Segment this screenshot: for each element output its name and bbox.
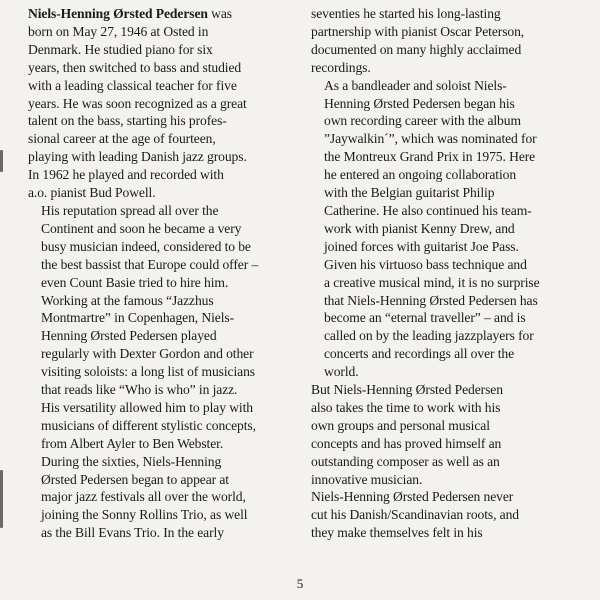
text-line [28,309,300,327]
text-segment: Catherine. He also continued his team- [324,202,532,218]
text-segment: partnership with pianist Oscar Peterson, [311,23,525,39]
text-segment: he entered an ongoing collaboration [324,167,517,183]
text-segment: Working at the famous “Jazzhus [41,292,214,308]
text-line [311,112,587,130]
text-line [311,202,587,220]
text-line [311,41,587,59]
text-segment: Continent and soon he became a very [41,220,242,236]
text-segment: major jazz festivals all over the world, [41,489,246,505]
text-segment: Montmartre” in Copenhagen, Niels- [41,310,234,326]
right-text-column [311,5,587,542]
text-segment: even Count Basie tried to hire him. [41,274,229,290]
text-line [311,524,587,542]
text-segment: joined forces with guitarist Joe Pass. [324,238,519,254]
text-line [311,417,587,435]
text-line [311,238,587,256]
text-line [28,23,300,41]
text-line [28,238,300,256]
text-line [311,381,587,399]
text-segment: Given his virtuoso bass technique and [324,256,527,272]
text-line [28,327,300,345]
text-line [28,59,300,77]
text-segment: work with pianist Kenny Drew, and [324,220,515,236]
text-line [28,274,300,292]
text-line [28,130,300,148]
text-segment: a creative musical mind, it is no surprise [324,274,540,290]
text-line [28,524,300,542]
text-line [28,345,300,363]
text-segment: playing with leading Danish jazz groups. [28,149,247,165]
paragraph [28,453,300,543]
text-segment: During the sixties, Niels-Henning [41,453,222,469]
text-line [311,166,587,184]
text-segment: with the Belgian guitarist Philip [324,185,495,201]
text-line [311,488,587,506]
text-segment: musicians of different stylistic concepts, [41,417,256,433]
text-segment: Henning Ørsted Pedersen played [41,328,217,344]
text-line [28,453,300,471]
text-segment: become an “eternal traveller” – and is [324,310,526,326]
text-segment: the best bassist that Europe could offer – [41,256,259,272]
text-segment: seventies he started his long-lasting [311,6,501,21]
text-segment: with a leading classical teacher for five [28,77,237,93]
text-line [311,435,587,453]
text-line [311,130,587,148]
text-line [311,23,587,41]
text-line [311,506,587,524]
text-line [28,417,300,435]
text-segment: world. [324,364,359,380]
paragraph [311,488,587,542]
text-segment: cut his Danish/Scandinavian roots, and [311,507,519,523]
paragraph [28,5,300,202]
page-edge-mark [0,470,3,528]
text-segment: years. He was soon recognized as a great [28,95,247,111]
paragraph [311,77,587,256]
text-line [311,327,587,345]
text-line [311,274,587,292]
text-line [311,77,587,95]
text-segment: regularly with Dexter Gordon and other [41,346,254,362]
text-line [28,399,300,417]
bold-name-lead: Niels-Henning Ørsted Pedersen [28,6,208,21]
paragraph [311,5,587,77]
text-segment: born on May 27, 1946 at Osted in [28,23,209,39]
text-line [28,256,300,274]
text-line [311,95,587,113]
text-segment: Henning Ørsted Pedersen began his [324,95,515,111]
text-segment: called on by the leading jazzplayers for [324,328,534,344]
text-segment: own groups and personal musical [311,417,490,433]
text-segment: also takes the time to work with his [311,399,501,415]
text-segment: Ørsted Pedersen began to appear at [41,471,229,487]
text-segment: visiting soloists: a long list of musicians [41,364,255,380]
text-line [28,77,300,95]
text-line [311,148,587,166]
text-segment: recordings. [311,59,371,75]
text-segment: As a bandleader and soloist Niels- [324,77,507,93]
text-line [311,184,587,202]
text-line [28,363,300,381]
text-line [311,363,587,381]
text-segment: they make themselves felt in his [311,525,483,541]
paragraph [311,381,587,488]
text-line [28,202,300,220]
text-segment: ”Jaywalkin´”, which was nominated for [324,131,537,147]
text-line [311,471,587,489]
text-line [311,453,587,471]
left-text-column [28,5,300,542]
text-line [28,435,300,453]
text-segment: concepts and has proved himself an [311,435,502,451]
text-line [28,506,300,524]
text-line [28,381,300,399]
text-line [28,166,300,184]
text-segment: Denmark. He studied piano for six [28,41,213,57]
text-segment: innovative musician. [311,471,423,487]
text-segment: documented on many highly acclaimed [311,41,522,57]
text-line [311,5,587,23]
text-line [28,488,300,506]
text-line [311,309,587,327]
text-line [311,59,587,77]
text-segment: In 1962 he played and recorded with [28,167,224,183]
text-segment: sional career at the age of fourteen, [28,131,216,147]
text-segment: busy musician indeed, considered to be [41,238,251,254]
paragraph [311,256,587,381]
text-line [28,184,300,202]
text-line [311,399,587,417]
text-segment: But Niels-Henning Ørsted Pedersen [311,382,503,398]
text-line [28,148,300,166]
text-line [28,471,300,489]
text-line [311,256,587,274]
text-line [311,220,587,238]
text-segment: from Albert Ayler to Ben Webster. [41,435,224,451]
text-line [28,220,300,238]
text-segment: years, then switched to bass and studied [28,59,242,75]
text-segment: Niels-Henning Ørsted Pedersen never [311,489,514,505]
text-line [28,112,300,130]
text-line [311,292,587,310]
text-segment: joining the Sonny Rollins Trio, as well [41,507,248,523]
text-segment: concerts and recordings all over the [324,346,515,362]
text-segment: His versatility allowed him to play with [41,399,253,415]
text-segment: the Montreux Grand Prix in 1975. Here [324,149,536,165]
text-segment: talent on the bass, starting his profes- [28,113,227,129]
text-line [28,41,300,59]
text-segment: His reputation spread all over the [41,202,219,218]
text-segment: that Niels-Henning Ørsted Pedersen has [324,292,538,308]
page-edge-mark [0,150,3,172]
page-number: 5 [296,576,304,591]
text-segment: own recording career with the album [324,113,521,129]
text-segment: outstanding composer as well as an [311,453,500,469]
text-line [28,95,300,113]
paragraph [28,202,300,453]
text-segment: was [207,6,232,21]
text-segment: as the Bill Evans Trio. In the early [41,525,224,541]
text-segment: a.o. pianist Bud Powell. [28,185,156,201]
text-segment: that reads like “Who is who” in jazz. [41,382,238,398]
text-line [28,292,300,310]
text-line [311,345,587,363]
text-line [28,5,300,23]
